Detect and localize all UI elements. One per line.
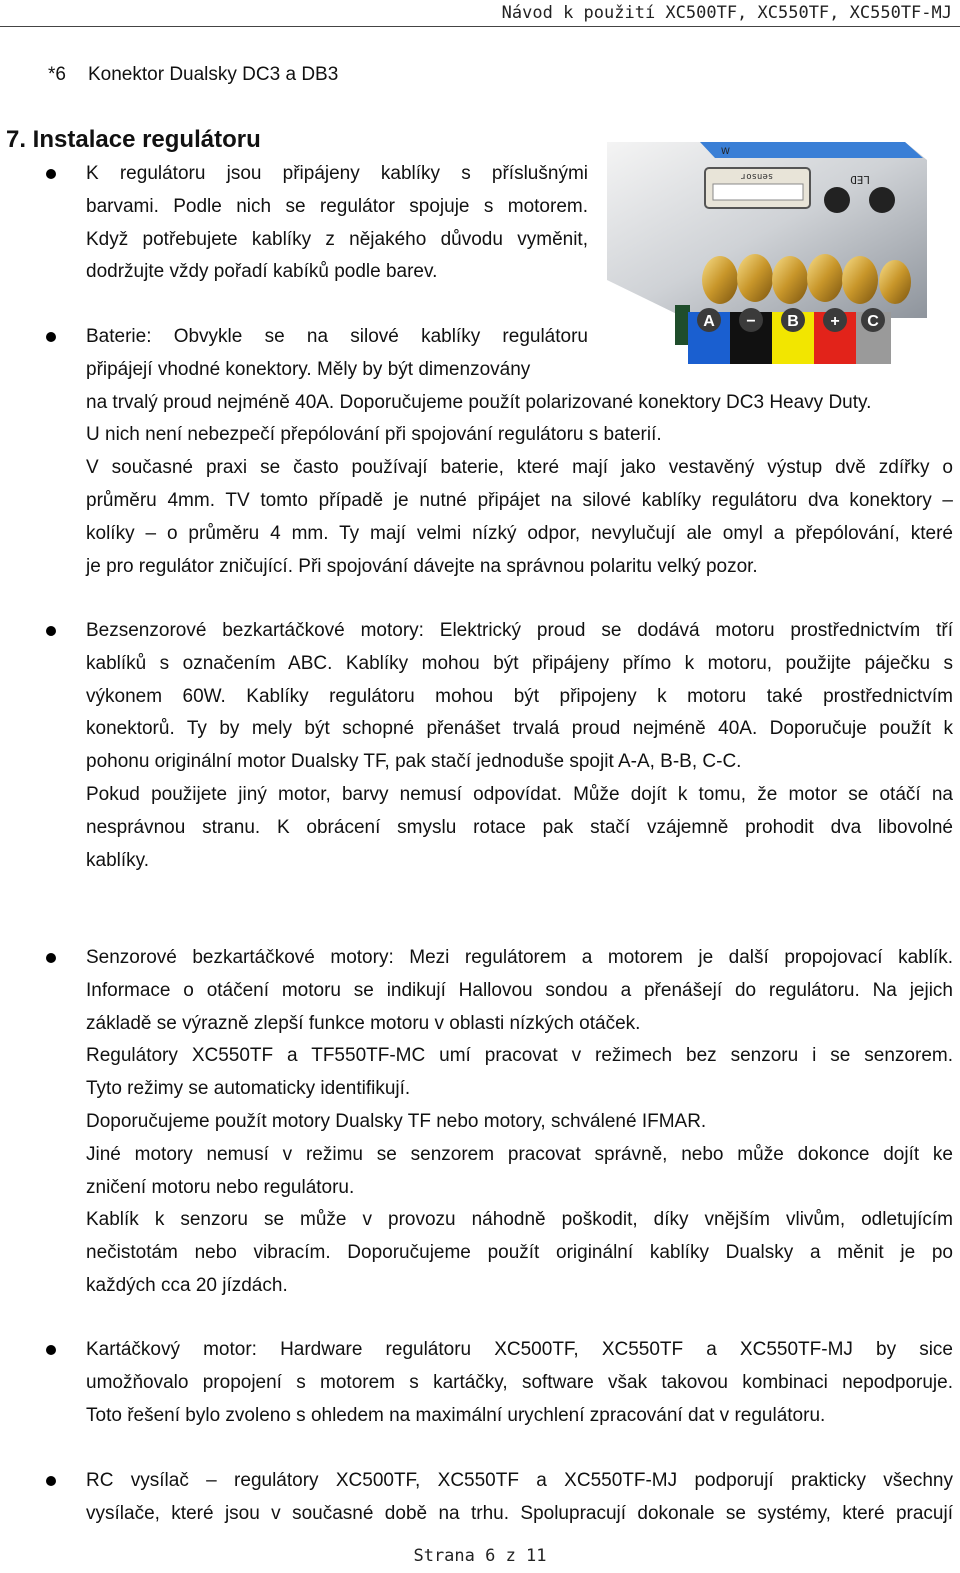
text-line: Kablík k senzoru se může v provozu náhodně poškodit, díky vnějším vlivům, odletujícím	[86, 1209, 953, 1231]
footnote-text: Konektor Dualsky DC3 a DB3	[88, 64, 339, 85]
bullet-marker	[46, 1345, 56, 1355]
wire-label-a: A	[703, 313, 715, 330]
text-line: umožňovalo propojení s motorem s kartáčky, software však takovou kombinaci nepodporuje.	[86, 1371, 953, 1393]
text-line: Baterie: Obvykle se na silové kablíky regulátoru	[86, 326, 588, 347]
text-line: Informace o otáčení motoru se indikují Hallovou sondou a přenášejí do regulátoru. Na jejich	[86, 979, 953, 1001]
wire-label-b: B	[787, 313, 799, 330]
paragraph-sensored-motors	[86, 942, 953, 1303]
text-line: základě se výrazně zlepší funkce motoru v oblasti nízkých otáček.	[86, 1012, 641, 1034]
text-line: nesprávnou stranu. K obrácení smyslu rotace pak stačí vzájemně prohodit dva libovolné	[86, 816, 953, 838]
text-line: Pokud použijete jiný motor, barvy nemusí odpovídat. Může dojít k tomu, že motor se otáčí na	[86, 783, 953, 805]
regulator-top-stripe	[700, 142, 923, 158]
page-header	[0, 0, 960, 27]
text-line: zničení motoru nebo regulátoru.	[86, 1176, 355, 1198]
paragraph-brushed-motor	[86, 1334, 953, 1432]
footnote-item	[48, 64, 338, 86]
text-line: Regulátory XC550TF a TF550TF-MC umí pracovat v režimech bez senzoru i se senzorem.	[86, 1045, 953, 1067]
text-line: Senzorové bezkartáčkové motory: Mezi regulátorem a motorem je další propojovací kablík.	[86, 947, 953, 968]
text-line: kablíků s označením ABC. Kablíky mohou být připájeny přímo k motoru, použijte páječku s	[86, 652, 953, 674]
led-indicator-right	[869, 187, 895, 213]
text-line: kolíky – o průměru 4 mm. Ty mají velmi nízký odpor, nevylučují ale omyl a přepólování, které	[86, 522, 953, 544]
text-line: kablíky.	[86, 849, 150, 871]
text-line: K regulátoru jsou připájeny kablíky s příslušnými	[86, 163, 588, 184]
text-line: každých cca 20 jízdách.	[86, 1274, 288, 1296]
text-line: Jiné motory nemusí v režimu se senzorem pracovat správně, nebo může dokonce dojít ke	[86, 1143, 953, 1165]
wire-label-minus: −	[746, 313, 756, 330]
text-line: Tyto režimy se automaticky identifikují.	[86, 1078, 411, 1100]
text-line: vysílače, které jsou v současné době na trhu. Spolupracují dokonale se systémy, které pracují	[86, 1502, 953, 1524]
text-line: konektorů. Ty by mely být schopné přenášet trvalá proud nejméně 40A. Doporučuje použít k	[86, 718, 953, 740]
bullet-marker	[46, 169, 56, 179]
text-line: na trvalý proud nejméně 40A. Doporučujeme použít polarizované konektory DC3 Heavy Duty.	[86, 391, 872, 413]
paragraph-sensorless-motors	[86, 615, 953, 877]
text-line: je pro regulátor zničující. Při spojování dávejte na správnou polaritu velký pozor.	[86, 555, 758, 577]
paragraph-battery	[86, 321, 953, 583]
text-line: výkonem 60W. Kablíky regulátoru mohou být připojeny k motoru také prostřednictvím	[86, 685, 953, 707]
wire-label-c: C	[867, 313, 879, 330]
bullet-marker	[46, 332, 56, 342]
text-line: průměru 4mm. TV tomto případě je nutné připájet na silové kablíky regulátoru dva konektory –	[86, 489, 953, 511]
brand-mark: W	[721, 147, 730, 157]
text-line: Bezsenzorové bezkartáčkové motory: Elektrický proud se dodává motoru prostřednictvím tří	[86, 620, 953, 641]
led-label: LED	[850, 173, 870, 186]
text-line: Kartáčkový motor: Hardware regulátoru XC500TF, XC550TF a XC550TF-MJ by sice	[86, 1339, 953, 1360]
section-title: 7. Instalace regulátoru	[6, 126, 261, 153]
bullet-marker	[46, 626, 56, 636]
sensor-label: sensor	[740, 171, 774, 181]
wire-label-plus: +	[830, 313, 840, 330]
bullet-marker	[46, 1476, 56, 1486]
header-title: Návod k použití XC500TF, XC550TF, XC550TF-MJ	[501, 3, 952, 23]
text-line: pohonu originální motor Dualsky TF, pak stačí jednoduše spojit A-A, B-B, C-C.	[86, 751, 742, 773]
text-line: U nich není nebezpečí přepólování při spojování regulátoru s baterií.	[86, 424, 662, 446]
text-line: nečistotám nebo vibracím. Doporučujeme použít originální kablíky Dualsky a měnit je po	[86, 1242, 953, 1264]
bullet-marker	[46, 953, 56, 963]
led-indicator-left	[824, 187, 850, 213]
text-line: dodržujte vždy pořadí kabíků podle barev.	[86, 261, 438, 283]
text-line: barvami. Podle nich se regulátor spojuje s motorem.	[86, 195, 588, 217]
text-line: Doporučujeme použít motory Dualsky TF nebo motory, schválené IFMAR.	[86, 1110, 707, 1132]
paragraph-wire-colors	[86, 158, 588, 289]
text-line: připájejí vhodné konektory. Měly by být dimenzovány	[86, 358, 531, 380]
text-line: Když potřebujete kablíky z nějakého důvodu vyměnit,	[86, 228, 588, 250]
paragraph-rc-transmitter	[86, 1465, 953, 1531]
text-line: V současné praxi se často používají baterie, které mají jako vestavěný výstup dvě zdířky o	[86, 457, 953, 479]
text-line: RC vysílač – regulátory XC500TF, XC550TF a XC550TF-MJ podporují prakticky všechny	[86, 1470, 953, 1491]
footnote-number: *6	[48, 64, 66, 85]
text-line: Toto řešení bylo zvoleno s ohledem na maximální urychlení zpracování dat v regulátoru.	[86, 1404, 826, 1426]
page-number: Strana 6 z 11	[413, 1546, 547, 1566]
